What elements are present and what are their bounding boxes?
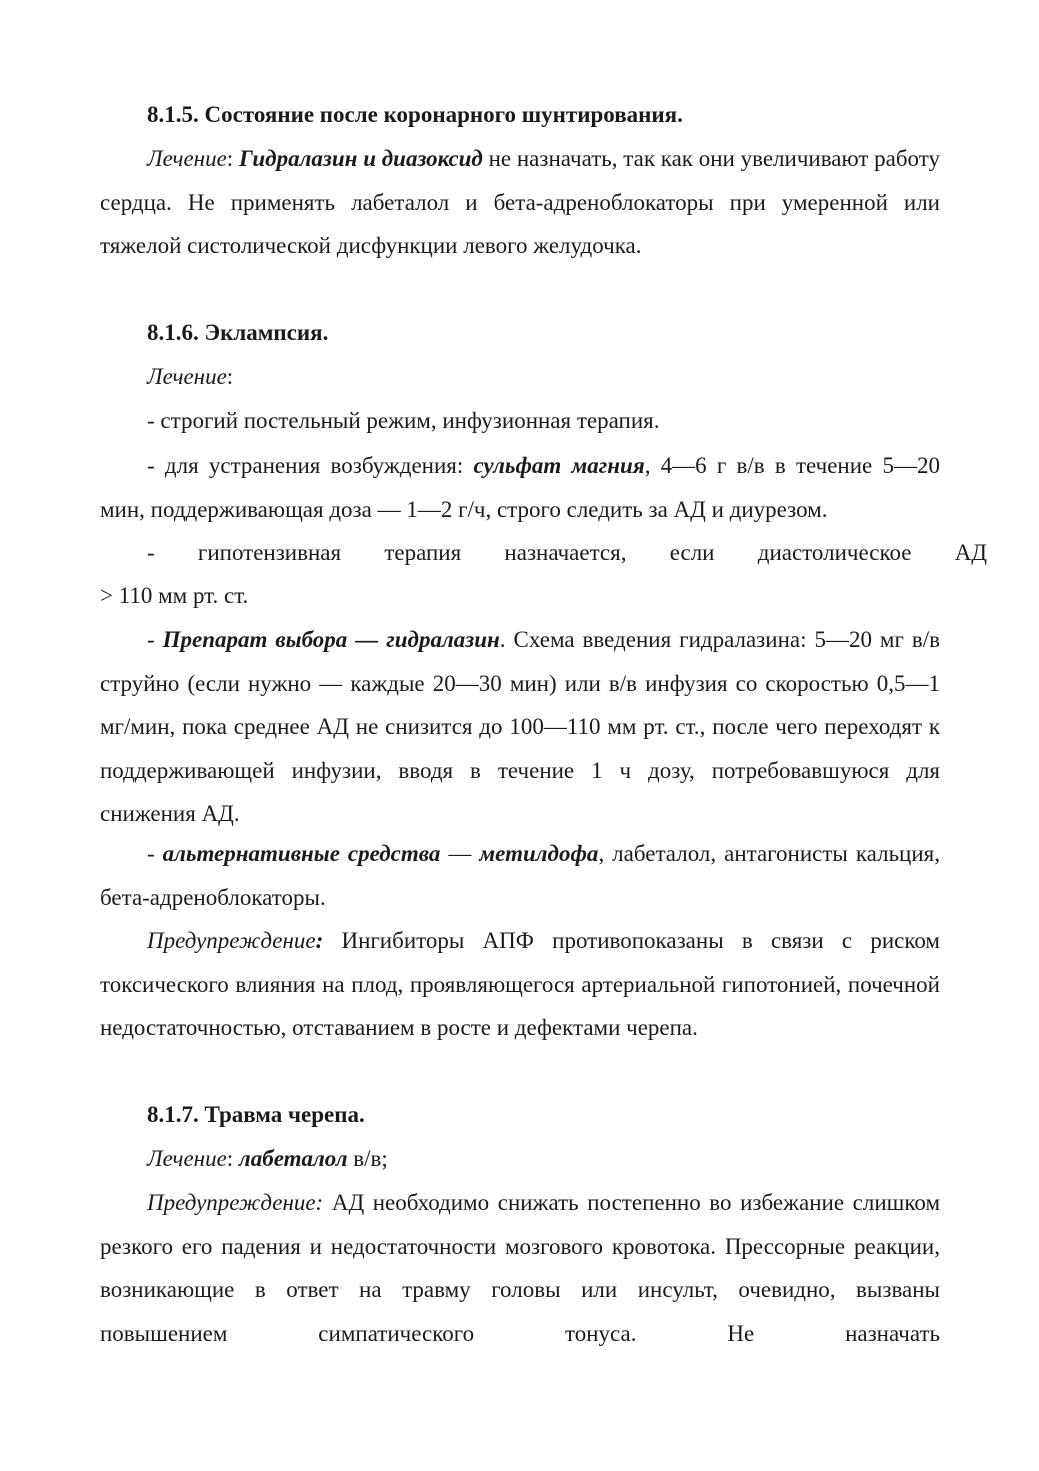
heading-text: 8.1.6. Эклампсия. bbox=[147, 320, 329, 345]
drug-name: лабеталол bbox=[238, 1146, 348, 1171]
warning-label: Предупреждение bbox=[147, 928, 316, 953]
drug-name: Препарат выбора — гидралазин bbox=[162, 627, 500, 652]
treatment-label: Лечение bbox=[147, 1146, 227, 1171]
treatment-paragraph-8-1-5: Лечение: Гидралазин и диазоксид не назначать, так как они увеличивают работу сердца. Не применять лабеталол и бета-адреноблокаторы при умеренной или тяжелой систолической дисфункции левого желудочка. bbox=[100, 146, 941, 258]
drug-name: сульфат магния bbox=[473, 453, 645, 478]
heading-text: 8.1.5. Состояние после коронарного шунтирования. bbox=[147, 102, 683, 127]
list-item: - Препарат выбора — гидралазин. Схема введения гидралазина: 5—20 мг в/в струйно (если нужно — каждые 20—30 мин) или в/в инфузия со скоростью 0,5—1 мг/мин, пока среднее АД не снизится до 100—110 мм рт. ст., после чего переходят к поддерживающей инфузии, вводя в течение 1 ч дозу, потребовавшуюся для снижения АД. bbox=[100, 627, 940, 826]
section-heading-8-1-6 bbox=[100, 311, 987, 355]
drug-name: Гидралазин и диазоксид bbox=[238, 146, 483, 171]
section-heading-8-1-5 bbox=[100, 93, 987, 137]
list-item: - для устранения возбуждения: сульфат магния, 4—6 г в/в в течение 5—20 мин, поддерживающая доза — 1—2 г/ч, строго следить за АД и диурезом. bbox=[100, 453, 940, 522]
list-item: - гипотензивная терапия назначается, если диастолическое АД bbox=[147, 540, 987, 565]
warning-paragraph: Предупреждение: АД необходимо снижать постепенно во избежание слишком резкого его падения и недостаточности мозгового кровотока. Прессорные реакции, возникающие в ответ на травму головы или инсульт, очевидно, вызваны повышением симпатического тонуса. Не назначать bbox=[100, 1190, 940, 1346]
treatment-line: Лечение: лабеталол в/в; bbox=[147, 1146, 388, 1171]
list-item: - строгий постельный режим, инфузионная терапия. bbox=[147, 408, 660, 433]
section-heading-8-1-7 bbox=[100, 1093, 987, 1137]
treatment-label: Лечение bbox=[147, 364, 227, 389]
list-item: - альтернативные средства — метилдофа, лабеталол, антагонисты кальция, бета-адреноблокаторы. bbox=[100, 841, 941, 910]
heading-text: 8.1.7. Травма черепа. bbox=[147, 1102, 365, 1127]
drug-name: альтернативные средства bbox=[162, 841, 441, 866]
warning-paragraph: Предупреждение: Ингибиторы АПФ противопоказаны в связи с риском токсического влияния на плод, проявляющегося артериальной гипотонией, почечной недостаточностью, отставанием в росте и дефектами черепа. bbox=[100, 928, 940, 1040]
treatment-label: Лечение bbox=[147, 146, 227, 171]
treatment-label-line: Лечение: bbox=[147, 364, 234, 389]
list-item-continuation: > 110 мм рт. ст. bbox=[100, 583, 249, 608]
warning-label: Предупреждение: bbox=[147, 1190, 324, 1215]
drug-name: метилдофа bbox=[479, 841, 599, 866]
